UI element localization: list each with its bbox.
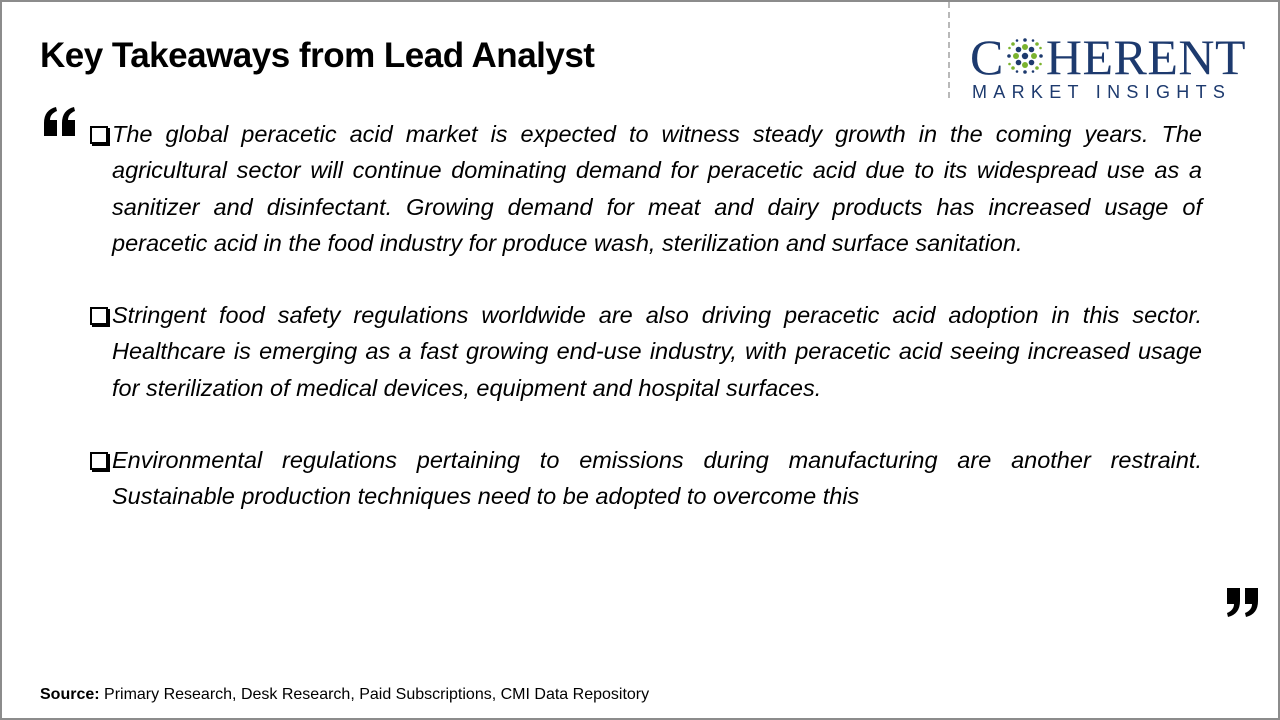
checkbox-bullet-icon bbox=[90, 307, 108, 325]
takeaways-list bbox=[88, 116, 1202, 551]
checkbox-bullet-icon bbox=[90, 452, 108, 470]
source-text: Primary Research, Desk Research, Paid Subscriptions, CMI Data Repository bbox=[99, 686, 650, 703]
coherent-logo bbox=[970, 29, 1264, 102]
header-divider bbox=[948, 2, 950, 98]
open-quote-icon bbox=[42, 106, 78, 138]
takeaway-item bbox=[88, 116, 1202, 261]
takeaway-text: The global peracetic acid market is expected to witness steady growth in the coming years. The agricultural sector will continue dominating demand for peracetic acid due to its widespread use as a sanitizer and disinfectant. Growing demand for meat and dairy products has increased usage of peracetic acid in the food industry for produce wash, sterilization and surface sanitation. bbox=[112, 121, 1202, 256]
checkbox-bullet-icon bbox=[90, 126, 108, 144]
logo-tagline: MARKET INSIGHTS bbox=[972, 82, 1232, 102]
logo-letters-herent: HERENT bbox=[1045, 29, 1247, 85]
page-title: Key Takeaways from Lead Analyst bbox=[40, 36, 595, 75]
close-quote-icon bbox=[1224, 586, 1260, 618]
source-note bbox=[40, 686, 649, 704]
takeaway-item bbox=[88, 442, 1202, 515]
source-label: Source: bbox=[40, 686, 100, 703]
logo-globe-icon bbox=[1005, 36, 1045, 76]
logo-letter-c: C bbox=[970, 29, 1004, 85]
takeaway-text: Stringent food safety regulations worldwide are also driving peracetic acid adoption in this sector. Healthcare is emerging as a fast growing end-use industry, with peracetic acid seeing increased usage for sterilization of medical devices, equipment and hospital surfaces. bbox=[112, 302, 1202, 401]
takeaway-text: Environmental regulations pertaining to emissions during manufacturing are another restraint. Sustainable production techniques need to be adopted to overcome this bbox=[112, 447, 1202, 510]
logo-wordmark bbox=[970, 29, 1247, 85]
takeaway-item bbox=[88, 297, 1202, 406]
